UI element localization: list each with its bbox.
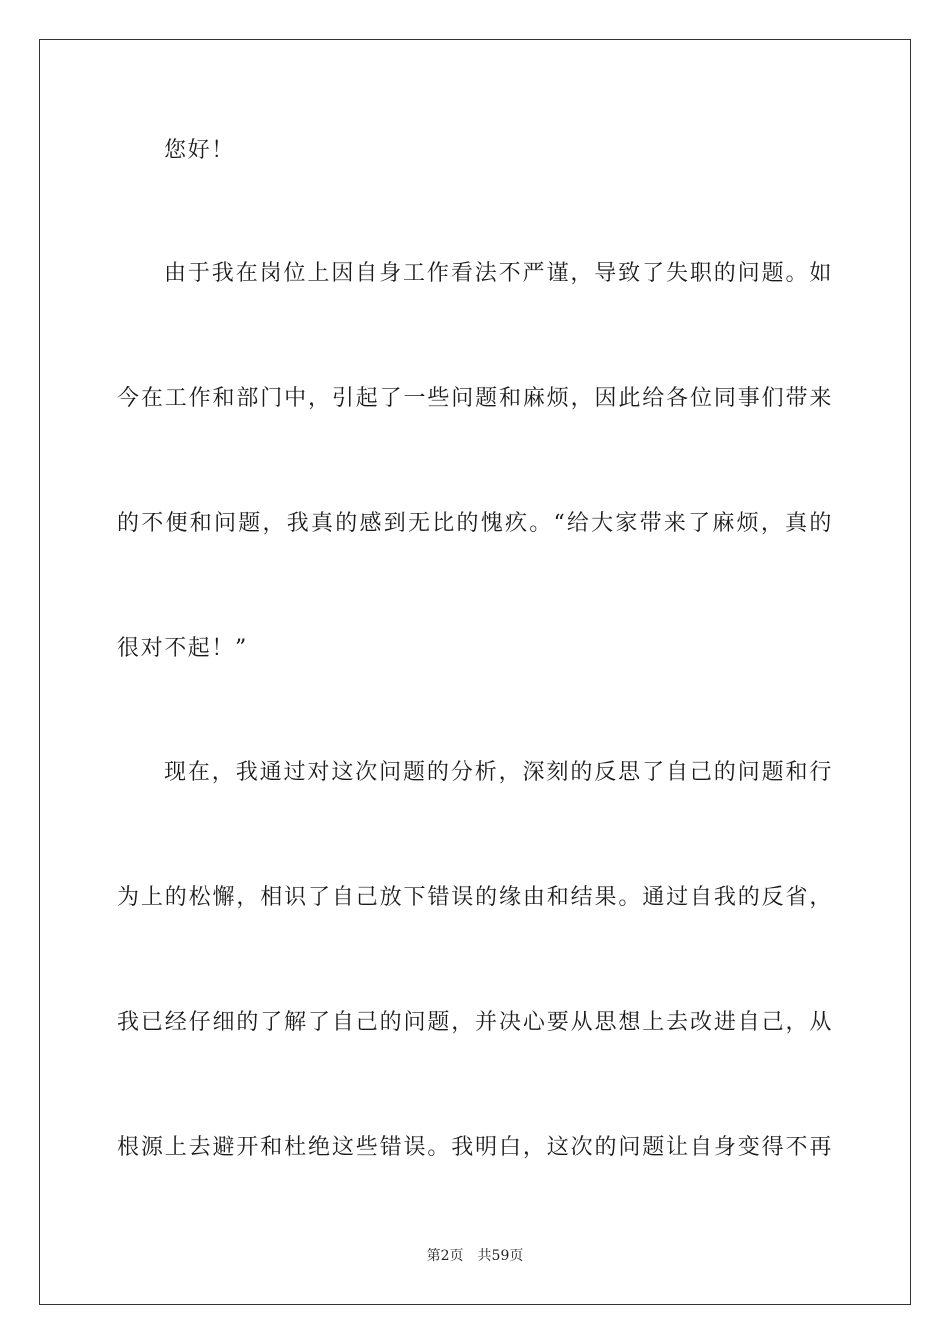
body-line-5: 现在，我通过对这次问题的分析，深刻的反思了自己的问题和行 xyxy=(164,760,833,785)
body-line-6: 为上的松懈，相识了自己放下错误的缘由和结果。通过自我的反省， xyxy=(117,885,833,910)
page-frame xyxy=(39,39,911,1305)
body-line-3: 的不便和问题，我真的感到无比的愧疚。“给大家带来了麻烦，真的 xyxy=(117,511,833,536)
page-footer xyxy=(0,1246,950,1266)
body-line-1: 由于我在岗位上因自身工作看法不严谨，导致了失职的问题。如 xyxy=(164,261,833,286)
greeting-line: 您好！ xyxy=(164,138,235,163)
body-line-8: 根源上去避开和杜绝这些错误。我明白，这次的问题让自身变得不再 xyxy=(117,1135,833,1160)
body-line-4: 很对不起！” xyxy=(117,636,248,661)
page-number: 第2页 xyxy=(426,1248,464,1264)
total-pages: 共59页 xyxy=(477,1248,524,1264)
body-line-2: 今在工作和部门中，引起了一些问题和麻烦，因此给各位同事们带来 xyxy=(117,386,833,411)
body-line-7: 我已经仔细的了解了自己的问题，并决心要从思想上去改进自己，从 xyxy=(117,1010,833,1035)
